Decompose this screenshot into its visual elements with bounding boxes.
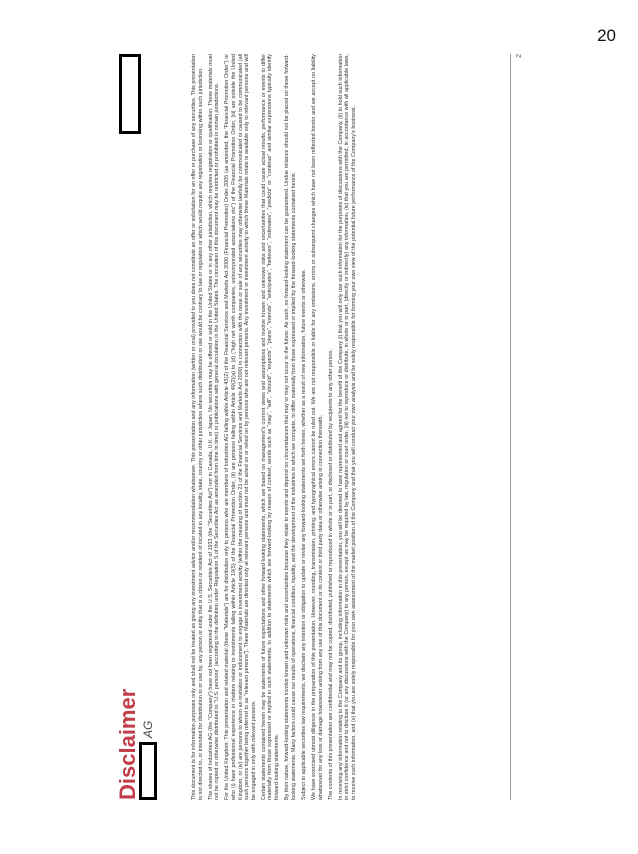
paragraph-2: The shares of Industries AG (the "Company") have not been registered under the U.S. Securities Act of 1933 (the "Securities Act") nor in Canada, U.K. or Japan. No securities may be offered or sold in the United States or in any other jurisdiction, which requires registration or qualification. These materials must not be copied or otherwise distributed to "U.S. persons" (according to the definition under Regulation S of the Securities Act as amended from time to time) or publications with general circulation in the United States. The circulation of this document may be restricted or prohibited in certain jurisdictions. bbox=[207, 54, 221, 800]
logo-suffix: AG bbox=[141, 720, 155, 738]
paragraph-3: For the United Kingdom: This presentation and related material (these "Materials") are for distribution only to persons who are members of Industries AG falling within Article 43(2) of the Financial Services and Markets Act 2000 (Financial Promotion) Order 2005 (as amended, the "Financial Promotion Order") or who (i) have professional experience in matters relating to investments falling within Article 19(5) of the Financial Promotion Order, (ii) are persons falling within Article 49(2)(a) to (d) ("high net worth companies, unincorporated associations etc") of the Financial Promotion Order, (iii) are outside the United Kingdom, or (iv) are persons to whom an invitation or inducement to engage in investment activity (within the meaning of section 21 of the Financial Services and Markets Act 2000) in connection with the issue or sale of any securities may otherwise lawfully be communicated or caused to be communicated (all such persons together being referred to as "relevant persons"). These Materials are directed only at relevant persons and must not be acted on or relied on by persons who are not relevant persons. Any investment or investment activity to which these Materials relate is available only to relevant persons and will be engaged in only with relevant persons. bbox=[224, 54, 257, 800]
slide-footer-page: 2 bbox=[516, 54, 523, 58]
rotated-slide bbox=[109, 32, 529, 822]
footer-divider bbox=[510, 54, 511, 800]
paragraph-4: Certain statements contained herein may be statements of future expectations and other forward-looking statements, which are based on management's current views and assumptions and involve known and unknown risks and uncertainties that could cause actual results, performance or events to differ materially from those expressed or implied in such statements. In addition to statements which are forward-looking by reason of context, words such as "may", "will", "should", "expects", "plans", "intends", "anticipates", "believes", "estimates", "predicts" or "continue" and similar expressions typically identify forward-looking statements. bbox=[260, 54, 281, 800]
paragraph-1: This document is for information purposes only and shall not be treated as giving any investment advice and/or recommendation whatsoever. This presentation and any information (written or oral) provided to you does not constitute an offer or solicitation for an offer or purchase of any securities. This presentation is not directed to, or intended for distribution to or use by, any person or entity that is a citizen or resident of located in any locality, state, country or other jurisdiction where such distribution or use would be contrary to law or regulation or which would require any registration or licensing within such jurisdiction. bbox=[191, 54, 204, 800]
paragraph-8: The contents of this presentation are confidential and may not be copied, distributed, published or reproduced in whole or in part, or disclosed or distributed by recipients to any other person. bbox=[327, 349, 334, 800]
redacted-logo bbox=[139, 742, 157, 800]
paragraph-5: By their nature, forward-looking statements involve known and unknown risks and uncertainties because they relate to events and depend on circumstances that may or may not occur in the future. As such, no forward-looking statement can be guaranteed. Undue reliance should not be placed on these forward-looking statements. Many factors could cause our results of operations, financial condition, liquidity, and the development of the industries in which we compete, to differ materially from those expressed or implied by the forward-looking statements contained herein. bbox=[284, 54, 297, 800]
paragraph-6: Subject to applicable securities law requirements, we disclaim any intention or obligation to update or revise any forward-looking statements set forth herein, whether as a result of new information, future events or otherwise. bbox=[300, 269, 307, 800]
page-number: 20 bbox=[597, 26, 616, 45]
disclaimer-slide bbox=[109, 32, 529, 822]
slide-title: Disclaimer bbox=[115, 688, 140, 800]
redaction-box-top bbox=[119, 54, 141, 134]
disclaimer-body bbox=[191, 54, 361, 800]
paragraph-7: We have exercised utmost diligence in the preparation of this presentation. However, rounding, transmission, printing, and typographical errors cannot be ruled out. We are not responsible or liable for any omissions, errors or subsequent changes which have not been reflected herein and we accept no liability whatsoever for any loss or damage howsoever arising from any use of this document or its content or third party data or otherwise arising in connection therewith. bbox=[310, 54, 324, 800]
paragraph-9: In receiving any information relating to the Company and its group, including information in this presentation, you will be deemed to have represented and agreed for the benefit of the Company (i) that you will only use such information for the purposes of discussions with the Company, (ii) to hold such information in strict confidence and not to disclose it (or any discussions with the Company) to any person, except as may be required by law, regulation or court order, (iii) not to reproduce or distribute, in whole or in part, (directly or indirectly) any information, (iv) that you are permitted, in accordance with all applicable laws, to receive such information, and (v) that you are solely responsible for your own assessment of the market position of the Company and that you will conduct your own analysis and be solely responsible for forming your own view of the potential future performance of the Company's business. bbox=[337, 54, 357, 800]
